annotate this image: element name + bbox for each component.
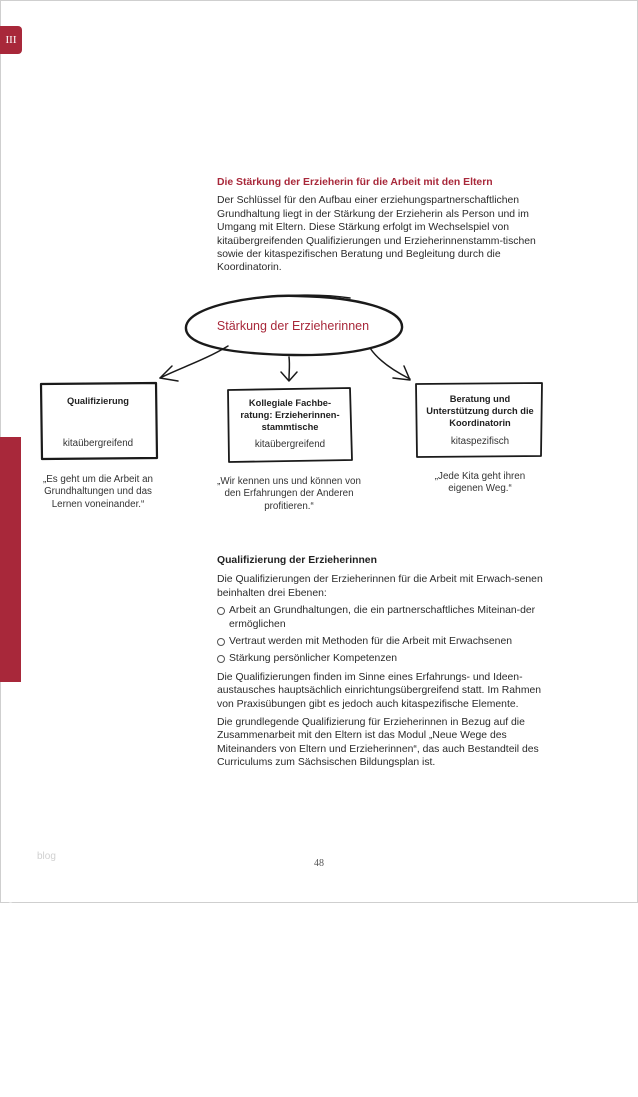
box2-quote: „Wir kennen uns und können von den Erfahrungen der Anderen profitieren.“: [214, 476, 364, 513]
list-item: Arbeit an Grundhaltungen, die ein partnerschaftliches Miteinan-der ermöglichen: [217, 604, 557, 631]
section-intro-paragraph: Die Qualifizierungen der Erzieherinnen für die Arbeit mit Erwach-senen beinhalten drei Ebenen:: [217, 573, 557, 600]
diagram-center-label: Stärkung der Erzieherinnen: [184, 319, 402, 333]
chapter-tab: III: [0, 26, 22, 54]
box2-subtitle: kitaübergreifend: [236, 439, 344, 450]
intro-paragraph: Der Schlüssel für den Aufbau einer erziehungspartnerschaftlichen Grundhaltung liegt in der Stärkung der Erzieherin als Person und im Umgang mit Eltern. Diese Stärkung erfolgt im Wechselspiel von kitaübergreifenden Qualifizierungen und Erzieherinnenstamm-tischen sowie der kitaspezifischen Beratung und Begleitung durch die Koordinatorin.: [217, 194, 557, 274]
paragraph: Die Qualifizierungen finden im Sinne eines Erfahrungs- und Ideen-austausches hauptsächlich einrichtungsübergreifend statt. Im Rahmen von Praxisübungen gibt es jedoch auch kitaspezifische Elemente.: [217, 671, 557, 711]
side-vertical-label: Auf- und Ausbau einer erziehungspartnerschaftlichen Elternarbeit: [8, 895, 15, 1097]
box3-subtitle: kitaspezifisch: [424, 436, 536, 447]
list-item: Vertraut werden mit Methoden für die Arbeit mit Erwachsenen: [217, 635, 557, 648]
list-item: Stärkung persönlicher Kompetenzen: [217, 652, 557, 665]
section-intro: [217, 176, 557, 275]
box3-quote: „Jede Kita geht ihren eigenen Weg.“: [420, 471, 540, 496]
page-number: 48: [306, 858, 332, 869]
box1-title: Qualifizierung: [46, 395, 150, 407]
section-heading: Qualifizierung der Erzieherinnen: [217, 554, 557, 567]
bullet-list: [217, 604, 557, 666]
box1-subtitle: kitaübergreifend: [46, 438, 150, 449]
watermark: blog: [37, 851, 56, 862]
paragraph: Die grundlegende Qualifizierung für Erzieherinnen in Bezug auf die Zusammenarbeit mit den Eltern ist das Modul „Neue Wege des Miteinanders von Eltern und Erzieherinnen“, das auch Bestandteil des Curriculums zum Sächsischen Bildungsplan ist.: [217, 716, 557, 770]
arrow-left: [160, 346, 228, 378]
section-heading: Die Stärkung der Erzieherin für die Arbeit mit den Eltern: [217, 176, 557, 189]
arrow-right: [370, 348, 410, 379]
box1-quote: „Es geht um die Arbeit an Grundhaltungen und das Lernen voneinander.“: [30, 474, 166, 511]
box2-title: Kollegiale Fachbe-ratung: Erzieherinnen-stammtische: [236, 397, 344, 433]
section-qualifizierung: [217, 554, 557, 770]
box3-title: Beratung und Unterstützung durch die Koordinatorin: [424, 393, 536, 429]
